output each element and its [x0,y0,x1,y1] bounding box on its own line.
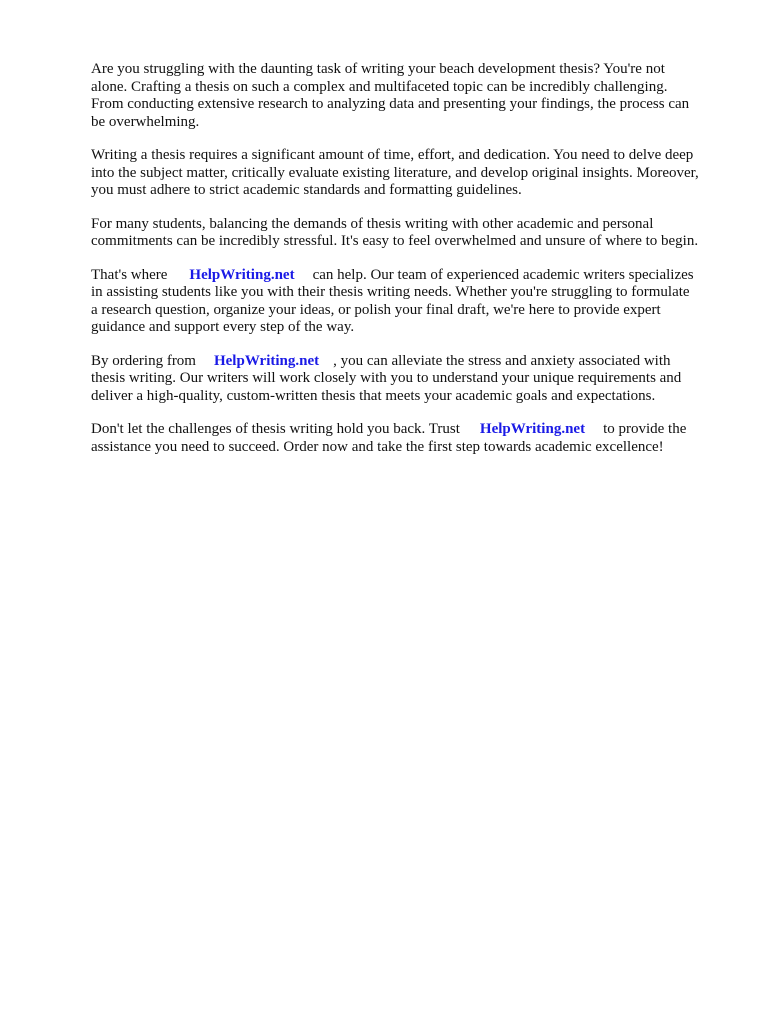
text-segment: That's where [91,266,168,283]
paragraph-requirements [91,147,727,200]
text-line: guidance and support every step of the way. [91,319,355,335]
helpwriting-link[interactable]: HelpWriting.net [213,352,320,369]
text-line: a research question, organize your ideas, or polish your final draft, we're here to provide expert [91,301,661,318]
helpwriting-link[interactable]: HelpWriting.net [479,421,586,437]
text-line [91,421,727,439]
paragraph-intro [91,61,727,131]
paragraph-ordering [91,353,727,406]
text-line: alone. Crafting a thesis on such a complex and multifaceted topic can be incredibly challenging. [91,78,668,95]
text-segment: By ordering from [91,352,196,369]
text-segment: to provide the [603,421,687,437]
text-line [91,267,727,285]
paragraph-closing [91,421,727,456]
text-line: Are you struggling with the daunting task of writing your beach development thesis? You're not [91,61,665,77]
text-line: into the subject matter, critically evaluate existing literature, and develop original insights. Moreover, [91,164,699,181]
paragraph-stress [91,216,727,251]
helpwriting-link[interactable]: HelpWriting.net [189,266,295,283]
text-line: deliver a high-quality, custom-written thesis that meets your academic goals and expectations. [91,387,656,404]
text-line: assistance you need to succeed. Order now and take the first step towards academic excellence! [91,438,664,455]
text-line: in assisting students like you with their thesis writing needs. Whether you're struggling to formulate [91,284,690,300]
text-line: From conducting extensive research to analyzing data and presenting your findings, the process can [91,96,690,112]
text-line: For many students, balancing the demands of thesis writing with other academic and personal [91,215,654,232]
text-segment: Don't let the challenges of thesis writing hold you back. Trust [91,421,460,437]
text-line: Writing a thesis requires a significant amount of time, effort, and dedication. You need to delve deep [91,147,694,163]
text-line: be overwhelming. [91,113,200,130]
text-line [91,353,727,371]
text-segment: can help. Our team of experienced academic writers specializes [312,266,694,283]
text-line: you must adhere to strict academic standards and formatting guidelines. [91,182,522,198]
text-line: commitments can be incredibly stressful. It's easy to feel overwhelmed and unsure of where to begin. [91,233,699,249]
text-line: thesis writing. Our writers will work closely with you to understand your unique requirements and [91,370,682,386]
text-segment: , you can alleviate the stress and anxiety associated with [333,352,671,369]
paragraph-help [91,267,727,337]
document-page [91,61,727,472]
